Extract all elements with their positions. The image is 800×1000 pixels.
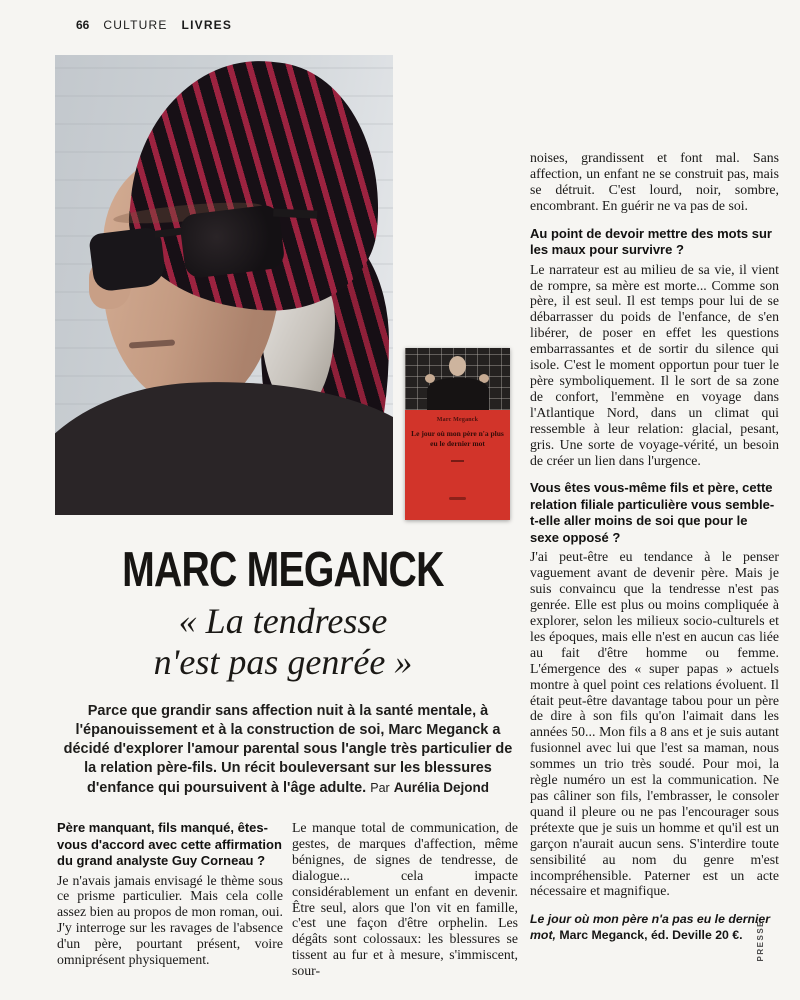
headline-name-text: MARC MEGANCK [122, 543, 444, 597]
publisher-mark [449, 497, 466, 500]
interview-question-1: Père manquant, fils manqué, êtes-vous d'accord avec cette affirmation du grand analyste Guy Corneau ? [57, 820, 282, 868]
interview-answer-3: J'ai peut-être eu tendance à le penser vaguement avant de devenir père. Mais je suis convaincu que la tendresse n'est pas genrée. Elle est plus ou moins compliquée à explorer, selon les milieux socio-culturels et les époques, mais elle n'est en aucun cas liée au fait d'être homme ou femme. L'émergence des « super papas » actuels montre à quel point ces relations évoluent. Il était peut-être davantage tabou pour un père de dire à son fils qu'on l'aimait dans les années 50... Mon fils a 8 ans et je suis autant fusionnel avec lui que l'est sa maman, nous sommes un trio très soudé. Pour moi, la règle numéro un est la communication. Ne pas câliner son fils, l'embrasser, le consoler quand il pleure ou ne pas l'encourager sous prétexte que je suis un homme et qu'il est un garçon n'aurait aucun sens. S'interdire toute sensibilité au nom du genre m'est incompréhensible. Paterner est un acte nécessaire et magnifique. [530, 549, 779, 899]
article-column-3 [530, 150, 779, 943]
article-column-1 [57, 820, 283, 968]
page-number: 66 [76, 18, 90, 32]
book-cover-photo [405, 348, 510, 410]
page-kicker [76, 18, 232, 32]
article-column-2 [292, 820, 518, 979]
book-author: Marc Meganck [436, 417, 479, 423]
book-reference-title: Le jour où mon père n'a pas eu le dernier mot, [530, 912, 771, 942]
quote-line-1: « La tendresse [178, 601, 388, 641]
sunglasses-right-lens [179, 204, 286, 280]
interview-question-2: Au point de devoir mettre des mots sur les maux pour survivre ? [530, 225, 772, 258]
photo-credit-vertical: PRESSE [756, 920, 765, 962]
portrait-photo [55, 55, 393, 515]
subsection-label: LIVRES [181, 18, 233, 32]
column-3-continuation: noises, grandissent et font mal. Sans affection, un enfant ne se construit pas, mais se détruit. C'est lourd, noir, sombre, encombrant. En guérir ne va pas de soi. [530, 150, 779, 213]
book-reference [530, 912, 779, 943]
headline-name [55, 543, 511, 597]
book-title: Le jour où mon père n'a plus eu le dernier mot [411, 429, 504, 448]
roman-marker [451, 460, 464, 462]
book-cover [405, 348, 510, 520]
standfirst-text: Parce que grandir sans affection nuit à la santé mentale, à l'épanouissement et à la construction de soi, Marc Meganck a décidé d'explorer l'amour parental sous l'angle très particulier de la relation père-fils. Un récit bouleversant sur les blessures d'enfance qui poursuivent à l'âge adulte. [63, 703, 513, 796]
byline-name: Aurélia Dejond [393, 780, 489, 795]
byline-prefix: Par [370, 781, 390, 795]
interview-answer-1: Je n'avais jamais envisagé le thème sous ce prisme particulier. Mais cela colle assez bien au propos de mon roman, oui. J'y interroge sur les ravages de l'absence d'un père, pourtant présent, voire omniprésent physiquement. [57, 872, 283, 968]
headline-block [55, 543, 511, 683]
standfirst [60, 702, 516, 798]
interview-question-3: Vous êtes vous-même fils et père, cette relation filiale particulière vous semble-t-elle aller moins de soi que pour le sexe opposé ? [530, 480, 775, 545]
column-2-text: Le manque total de communication, de gestes, de marques d'affection, même bénignes, de signes de tendresse, de dialogue... cela impacte considérablement un enfant en devenir. Être seul, alors que l'on vit en famille, c'est une façon d'être orphelin. Les dégâts sont colossaux: les blessures se tissent au fur et à mesure, s'immiscent, sour- [292, 820, 518, 979]
interview-answer-2: Le narrateur est au milieu de sa vie, il vient de rompre, sa mère est morte... Comme son père, il est seul. Il est temps pour lui de se débarrasser du poids de l'enfance, de s'en libérer, de poser en effet les questions embarrassantes et de sortir du silence qui isole. C'est le moment opportun pour tuer le père symboliquement. Il le sort de sa zone de confort, l'emmène en voyage dans l'Atlantique Nord, dans un climat qui ressemble à leur relation: glacial, pesant, gris. Une sorte de voyage-vérité, un besoin de créer un lien dans l'urgence. [530, 261, 779, 468]
sunglasses-temple-arm [273, 208, 317, 218]
section-label: CULTURE [103, 18, 168, 32]
book-reference-details: Marc Meganck, éd. Deville 20 €. [559, 927, 743, 942]
cover-figure-body [427, 378, 489, 410]
headline-quote [55, 601, 511, 683]
quote-line-2: n'est pas genrée » [153, 642, 413, 683]
cover-figure-head [449, 356, 466, 376]
